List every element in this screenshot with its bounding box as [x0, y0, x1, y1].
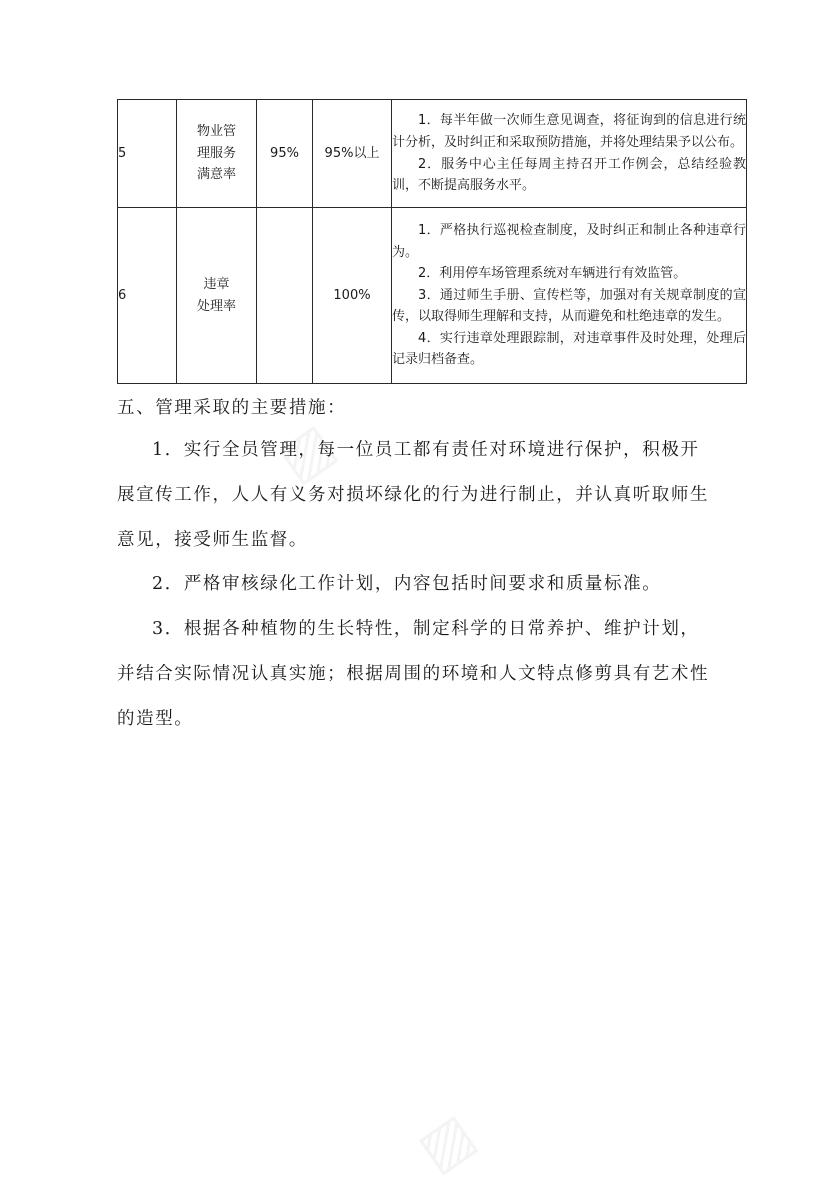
- indicator-name-line: 满意率: [196, 167, 236, 183]
- paragraph: 1．实行全员管理，每一位员工都有责任对环境进行保护，积极开展宣传工作，人人有义务对损坏绿化的行为进行制止，并认真听取师生意见，接受师生监督。: [117, 440, 710, 550]
- indicator-name-line: 处理率: [196, 298, 236, 314]
- table-row: [118, 208, 747, 384]
- measure-item: 3．通过师生手册、宣传栏等，加强对有关规章制度的宣传，以取得师生理解和支持，从而避免和杜绝违章的发生。: [392, 287, 746, 325]
- section-heading: 五、管理采取的主要措施：: [117, 398, 347, 418]
- paragraph: 3．根据各种植物的生长特性，制定科学的日常养护、维护计划，并结合实际情况认真实施；根据周围的环境和人文特点修剪具有艺术性的造型。: [117, 619, 710, 729]
- target-value: 95%以上: [313, 100, 392, 208]
- indicator-name-line: 违章: [203, 276, 230, 292]
- watermark-mark: [406, 1101, 487, 1184]
- indicator-name-line: 物业管: [196, 124, 236, 140]
- measure-item: 2．服务中心主任每周主持召开工作例会，总结经验教训，不断提高服务水平。: [392, 156, 746, 194]
- indicator-name: [177, 208, 257, 384]
- current-value: [257, 208, 313, 384]
- indicator-name-line: 理服务: [196, 145, 236, 161]
- current-value: 95%: [257, 100, 313, 208]
- table-row: [118, 100, 747, 208]
- indicator-name: [177, 100, 257, 208]
- target-value: 100%: [313, 208, 392, 384]
- measure-item: 1．每半年做一次师生意见调查，将征询到的信息进行统计分析，及时纠正和采取预防措施，并将处理结果予以公布。: [392, 113, 746, 150]
- measures-cell: [392, 208, 747, 384]
- paragraph: 2．严格审核绿化工作计划，内容包括时间要求和质量标准。: [152, 574, 662, 594]
- row-number: 6: [118, 208, 177, 384]
- measure-item: 1．严格执行巡视检查制度，及时纠正和制止各种违章行为。: [392, 222, 746, 260]
- measures-cell: [392, 100, 747, 208]
- measure-item: 4．实行违章处理跟踪制，对违章事件及时处理，处理后记录归档备查。: [392, 330, 746, 368]
- measure-item: 2．利用停车场管理系统对车辆进行有效监管。: [418, 266, 687, 282]
- kpi-table: [117, 99, 747, 384]
- row-number: 5: [118, 100, 177, 208]
